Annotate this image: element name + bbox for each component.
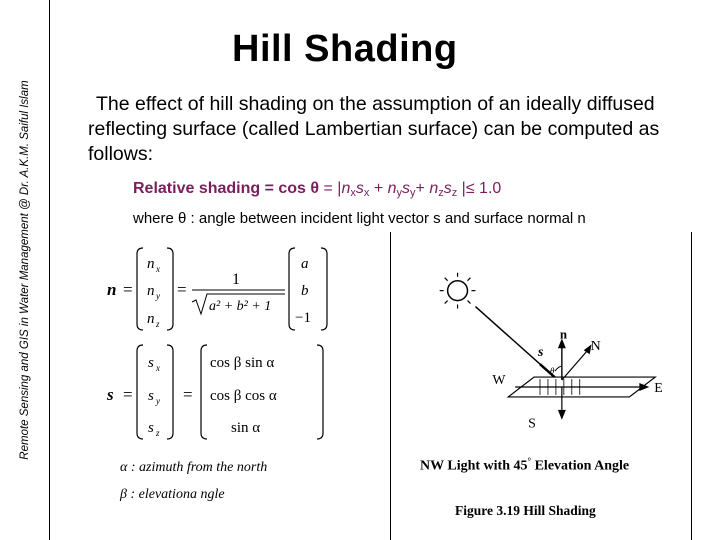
- formula-plus1: +: [369, 180, 388, 197]
- formula-sub-z2: z: [451, 187, 458, 199]
- s-comp-z: s: [148, 420, 154, 436]
- relative-shading-label: Relative shading = cos: [133, 180, 306, 197]
- label-E: E: [654, 380, 663, 396]
- s-bracket-right: [167, 345, 173, 439]
- label-W: W: [492, 373, 506, 389]
- formula-nz: n: [429, 180, 439, 197]
- abc-bracket-right: [321, 248, 327, 330]
- fraction-numerator: 1: [232, 271, 240, 288]
- formula-equals: = |: [323, 180, 342, 197]
- formula-sub-y2: y: [410, 187, 416, 199]
- formula-tail: |≤ 1.0: [457, 180, 502, 197]
- intro-text: The effect of hill shading on the assumption of an ideally diffused reflecting surface (called Lambertian surface) can be computed as follows:: [88, 93, 660, 165]
- page-title: Hill Shading: [232, 28, 458, 70]
- figure-caption: [420, 456, 629, 475]
- sidebar-credit: Remote Sensing and GIS in Water Management @ Dr. A.K.M. Saiful Islam: [19, 80, 31, 460]
- label-N: N: [590, 339, 601, 355]
- legend-alpha: α : azimuth from the north: [120, 460, 268, 475]
- n-equals-1: =: [123, 280, 133, 299]
- relative-shading-formula: [133, 180, 501, 199]
- where-definition: where θ : angle between incident light vector s and surface normal n: [133, 210, 586, 227]
- caption-tail: Elevation Angle: [531, 458, 630, 474]
- figure-label: Figure 3.19 Hill Shading: [455, 503, 596, 518]
- s-comp-y: s: [148, 388, 154, 404]
- trig-bracket-left: [201, 345, 207, 439]
- s-symbol: s: [107, 385, 114, 404]
- formula-sub-z1: z: [438, 187, 444, 199]
- sun-icon: [440, 273, 476, 309]
- s-equals-1: =: [123, 385, 133, 404]
- caption-main: NW Light with 45: [420, 458, 528, 474]
- label-n: n: [559, 326, 568, 342]
- trig-bracket-right: [317, 345, 323, 439]
- n-comp-y: n: [147, 283, 155, 299]
- theta-symbol: θ: [310, 180, 320, 197]
- trig-row-3: sin α: [231, 420, 261, 436]
- s-sub-y: y: [156, 396, 160, 406]
- figure-svg: [391, 232, 691, 540]
- n-symbol: n: [107, 280, 117, 299]
- north-axis: [562, 350, 588, 380]
- legend-beta: β : elevationa ngle: [120, 487, 225, 502]
- formula-sx: s: [355, 180, 364, 197]
- formula-sub-x1: x: [350, 187, 356, 199]
- vector-a: a: [301, 256, 309, 272]
- n-equals-2: =: [177, 280, 187, 299]
- formula-nx: n: [341, 180, 351, 197]
- intro-paragraph: [88, 92, 703, 167]
- n-sub-z: z: [156, 319, 160, 329]
- s-equals-2: =: [183, 385, 193, 404]
- label-s: s: [538, 345, 544, 361]
- n-bracket-right: [167, 248, 173, 330]
- theta-arc: [555, 366, 562, 371]
- formula-sz: s: [443, 180, 452, 197]
- n-sub-y: y: [156, 291, 160, 301]
- s-bracket-left: [137, 345, 143, 439]
- n-comp-z: n: [147, 311, 155, 327]
- label-S: S: [528, 416, 536, 432]
- trig-row-2: cos β cos α: [210, 388, 277, 404]
- sidebar: [0, 0, 50, 540]
- n-comp-x: n: [147, 256, 155, 272]
- fraction-denominator: a² + b² + 1: [209, 299, 272, 314]
- n-sub-x: x: [156, 264, 160, 274]
- formula-sub-x2: x: [363, 187, 370, 199]
- formula-plus2: +: [415, 180, 430, 197]
- south-arrowhead: [558, 410, 566, 420]
- vector-b: b: [301, 283, 309, 299]
- label-theta: θ: [549, 366, 555, 377]
- formula-sy: s: [402, 180, 411, 197]
- formula-sub-y1: y: [396, 187, 403, 199]
- hill-shading-figure: [390, 232, 692, 540]
- trig-row-1: cos β sin α: [210, 355, 275, 371]
- n-bracket-left: [137, 248, 143, 330]
- formula-ny: n: [387, 180, 397, 197]
- s-sub-z: z: [156, 428, 160, 438]
- s-comp-x: s: [148, 355, 154, 371]
- vector-minus-one: −1: [295, 310, 311, 326]
- caption-degree: °: [527, 456, 532, 466]
- s-sub-x: x: [156, 363, 160, 373]
